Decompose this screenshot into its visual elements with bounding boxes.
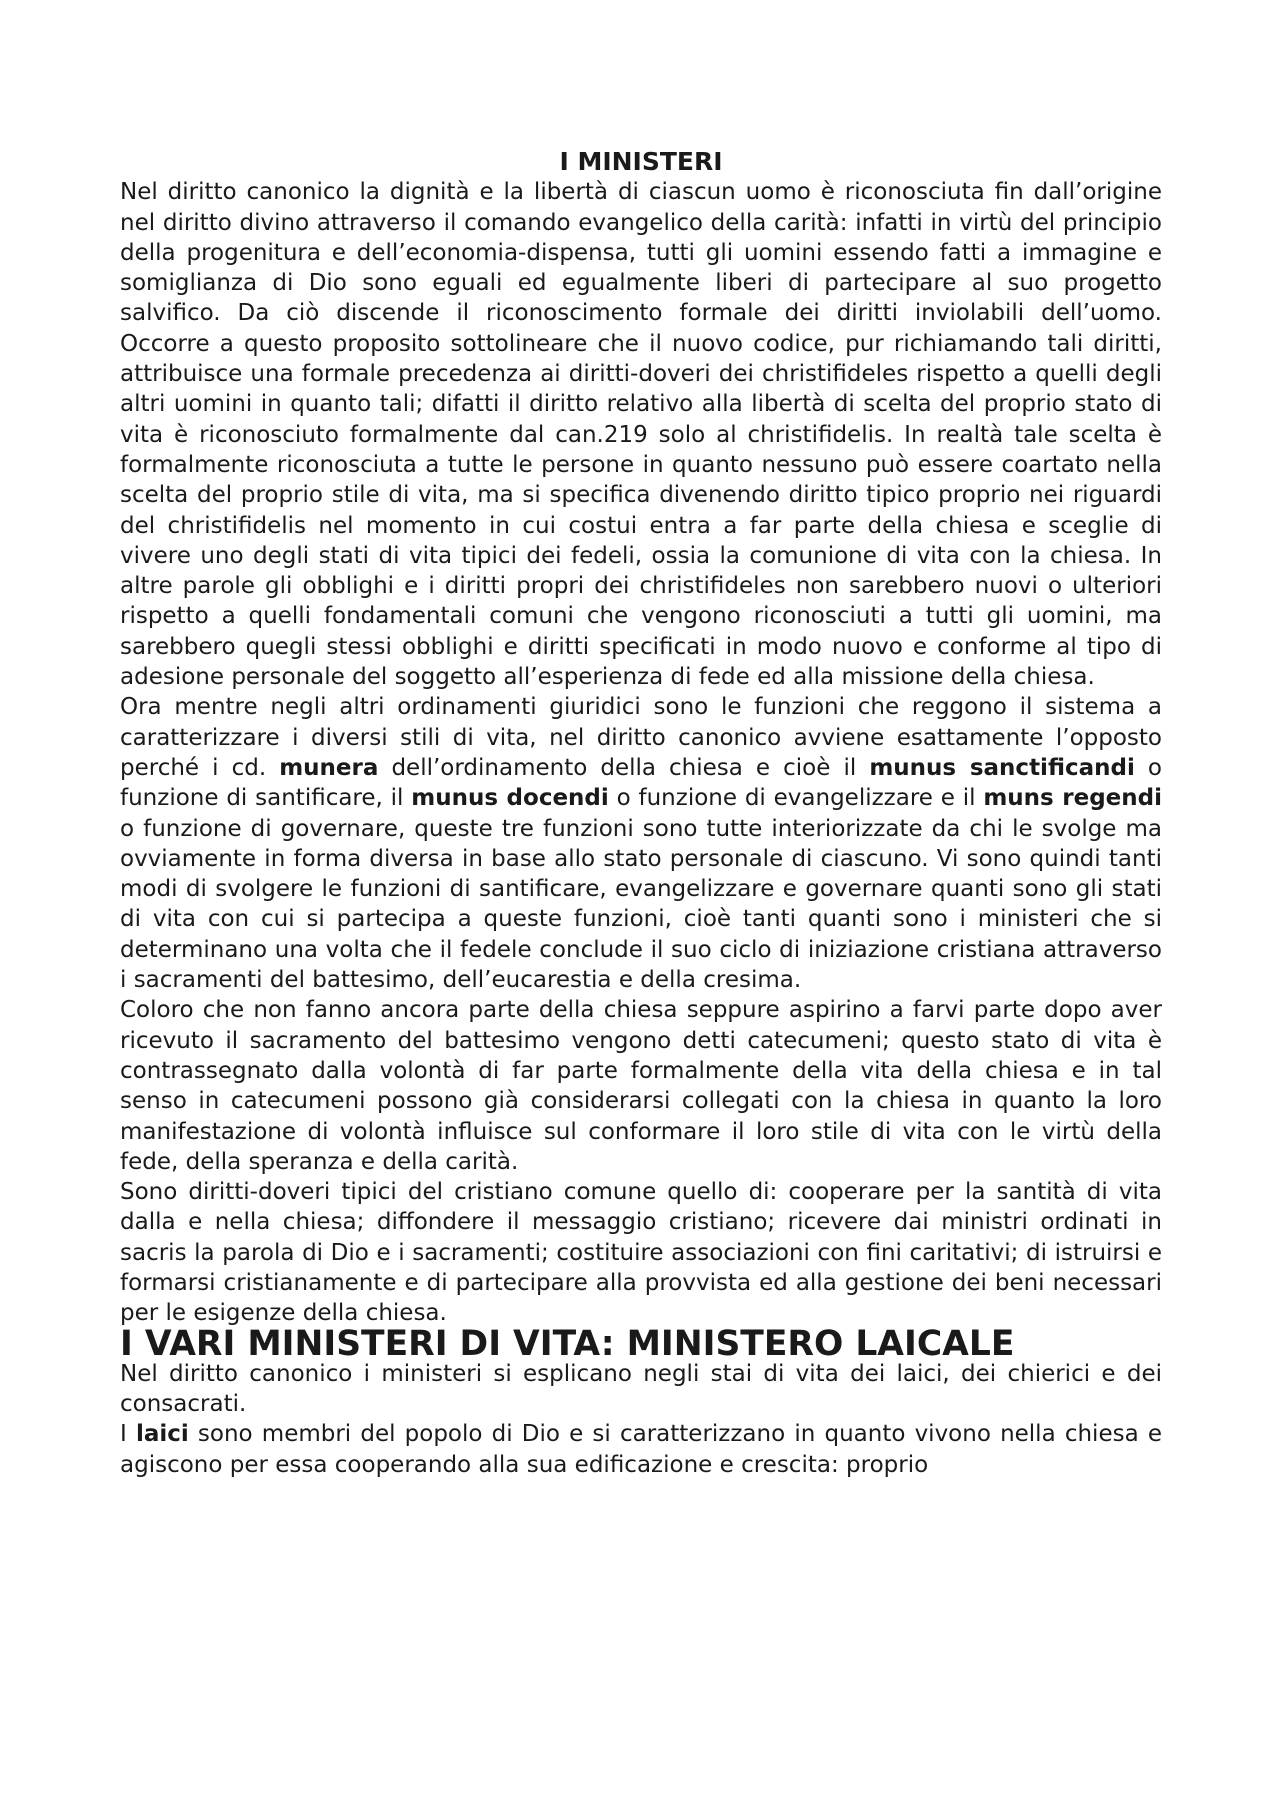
text-run: o funzione di evangelizzare e il [608,785,984,812]
bold-term-muns-regendi: muns regendi [983,785,1162,812]
bold-term-munera: munera [279,754,379,781]
text-run: o funzione di governare, queste tre funzioni sono tutte interiorizzate da chi le svolge ma ovviamente in forma diversa in base allo stato personale di ciascuno. Vi sono quindi tanti modi di svolgere le funzioni di santificare, evangelizzare e governare quanti sono gli stati di vita con cui si partecipa a queste funzioni, cioè tanti quanti sono i ministeri che si determinano una volta che il fedele conclude il suo ciclo di iniziazione cristiana attraverso i sacramenti del battesimo, dell’eucarestia e della cresima. [120,815,1162,994]
text-run: o funzione di santificare, il [120,754,1163,812]
page-title: I MINISTERI [559,147,723,176]
paragraph-diritti-doveri: Sono diritti-doveri tipici del cristiano comune quello di: cooperare per la santità di vita dalla e nella chiesa; diffondere il messaggio cristiano; ricevere dai ministri ordinati in sacris la parola di Dio e i sacramenti; costituire associazioni con fini caritativi; di istruirsi e formarsi cristianamente e di partecipare alla provvista ed alla gestione dei beni necessari per le esigenze della chiesa. [120,1179,1162,1327]
paragraph-munera [120,692,1162,995]
text-run: sono membri del popolo di Dio e si caratterizzano in quanto vivono nella chiesa e agiscono per essa cooperando alla sua edificazione e crescita: proprio [120,1421,1162,1478]
paragraph-laici [120,1419,1162,1480]
bold-term-munus-sanctificandi: munus sanctificandi [869,754,1135,781]
bold-term-munus-docendi: munus docendi [411,785,609,812]
section-heading-ministero-laicale: I VARI MINISTERI DI VITA: MINISTERO LAICALE [120,1323,1015,1364]
text-run: dell’ordinamento della chiesa e cioè il [378,754,870,781]
text-run: I [120,1421,136,1448]
bold-term-laici: laici [135,1421,189,1448]
paragraph-intro: Nel diritto canonico la dignità e la libertà di ciascun uomo è riconosciuta fin dall’origine nel diritto divino attraverso il comando evangelico della carità: infatti in virtù del principio della progenitura e dell’economia-dispensa, tutti gli uomini essendo fatti a immagine e somiglianza di Dio sono eguali ed egualmente liberi di partecipare al suo progetto salvifico. Da ciò discende il riconoscimento formale dei diritti inviolabili dell’uomo. Occorre a questo proposito sottolineare che il nuovo codice, pur richiamando tali diritti, attribuisce una formale precedenza ai diritti-doveri dei christifideles rispetto a quelli degli altri uomini in quanto tali; difatti il diritto relativo alla libertà di scelta del proprio stato di vita è riconosciuto formalmente dal can.219 solo al christifidelis. In realtà tale scelta è formalmente riconosciuta a tutte le persone in quanto nessuno può essere coartato nella scelta del proprio stile di vita, ma si specifica divenendo diritto tipico proprio nei riguardi del christifidelis nel momento in cui costui entra a far parte della chiesa e sceglie di vivere uno degli stati di vita tipici dei fedeli, ossia la comunione di vita con la chiesa. In altre parole gli obblighi e i diritti propri dei christifideles non sarebbero nuovi o ulteriori rispetto a quelli fondamentali comuni che vengono riconosciuti a tutti gli uomini, ma sarebbero quegli stessi obblighi e diritti specificati in modo nuovo e conforme al tipo di adesione personale del soggetto all’esperienza di fede ed alla missione della chiesa. [120,179,1162,691]
paragraph-stati-di-vita: Nel diritto canonico i ministeri si esplicano negli stai di vita dei laici, dei chierici e dei consacrati. [120,1360,1162,1418]
paragraph-catecumeni: Coloro che non fanno ancora parte della chiesa seppure aspirino a farvi parte dopo aver ricevuto il sacramento del battesimo vengono detti catecumeni; questo stato di vita è contrassegnato dalla volontà di far parte formalmente della vita della chiesa e in tal senso in catecumeni possono già considerarsi collegati con la chiesa in quanto la loro manifestazione di volontà influisce sul conformare il loro stile di vita con le virtù della fede, della speranza e della carità. [120,997,1162,1175]
document-page [120,147,1162,1480]
text-run: Ora mentre negli altri ordinamenti giuridici sono le funzioni che reggono il sistema a caratterizzare i diversi stili di vita, nel diritto canonico avviene esattamente l’opposto perché i cd. [120,694,1162,781]
